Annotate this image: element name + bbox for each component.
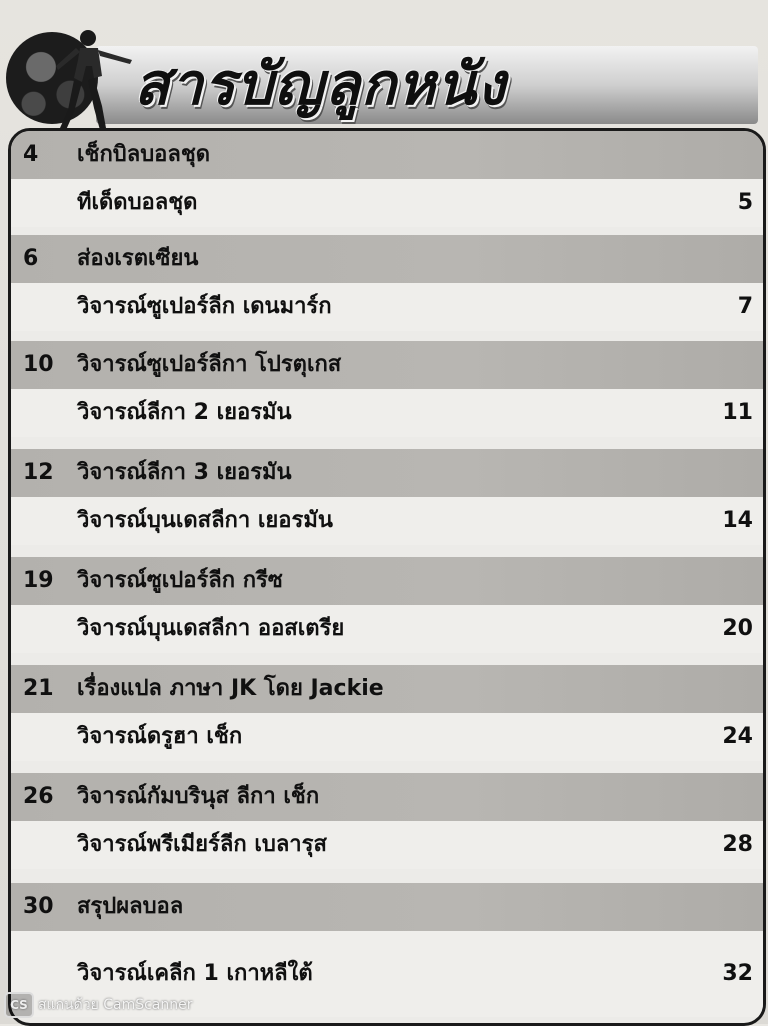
page-number-left: 4	[23, 142, 39, 167]
toc-row[interactable]	[11, 283, 763, 331]
toc-title: วิจารณ์เคลีก 1 เกาหลีใต้	[77, 961, 313, 986]
table-of-contents	[8, 128, 766, 1026]
header-banner	[0, 18, 768, 128]
page-number-right: 7	[737, 294, 753, 319]
page-number-right: 28	[722, 832, 753, 857]
toc-title: ส่องเรตเซียน	[77, 246, 199, 271]
watermark-text: สแกนด้วย CamScanner	[38, 997, 193, 1013]
toc-title: เช็กบิลบอลชุด	[77, 142, 211, 167]
page-number-left: 12	[23, 460, 54, 485]
toc-row[interactable]	[11, 605, 763, 653]
toc-row[interactable]	[11, 497, 763, 545]
toc-row[interactable]	[11, 773, 763, 821]
camscanner-logo-icon: CS	[4, 992, 34, 1018]
toc-row[interactable]	[11, 557, 763, 605]
toc-title: วิจารณ์ซูเปอร์ลีกา โปรตุเกส	[77, 352, 342, 377]
toc-title: วิจารณ์ดรูฮา เช็ก	[77, 724, 243, 749]
toc-title: วิจารณ์ลีกา 2 เยอรมัน	[77, 400, 292, 425]
page-number-right: 24	[722, 724, 753, 749]
toc-row[interactable]	[11, 235, 763, 283]
toc-row[interactable]	[11, 389, 763, 437]
toc-row[interactable]	[11, 821, 763, 869]
toc-title: วิจารณ์ลีกา 3 เยอรมัน	[77, 460, 292, 485]
toc-title: วิจารณ์พรีเมียร์ลีก เบลารุส	[77, 832, 327, 857]
page-title: สารบัญลูกหนัง	[134, 50, 507, 118]
toc-row[interactable]	[11, 131, 763, 179]
toc-title: วิจารณ์บุนเดสลีกา เยอรมัน	[77, 508, 333, 533]
page-number-right: 20	[722, 616, 753, 641]
page-number-left: 30	[23, 894, 54, 919]
toc-row[interactable]	[11, 179, 763, 227]
toc-row[interactable]	[11, 341, 763, 389]
toc-title: ทีเด็ดบอลชุด	[77, 190, 198, 215]
camscanner-watermark	[4, 990, 193, 1020]
page-number-right: 11	[722, 400, 753, 425]
page-number-left: 6	[23, 246, 39, 271]
page-number-left: 26	[23, 784, 54, 809]
toc-row[interactable]	[11, 713, 763, 761]
page-number-right: 32	[722, 961, 753, 986]
toc-title: วิจารณ์ซูเปอร์ลีก เดนมาร์ก	[77, 294, 332, 319]
toc-row[interactable]	[11, 665, 763, 713]
toc-row[interactable]	[11, 449, 763, 497]
page-number-left: 10	[23, 352, 54, 377]
page-number-right: 5	[737, 190, 753, 215]
toc-row[interactable]	[11, 883, 763, 931]
toc-title: วิจารณ์กัมบรินุส ลีกา เช็ก	[77, 784, 320, 809]
footballer-silhouette-icon	[46, 26, 136, 134]
page-number-left: 21	[23, 676, 54, 701]
toc-title: วิจารณ์บุนเดสลีกา ออสเตรีย	[77, 616, 345, 641]
toc-title: เรื่องแปล ภาษา JK โดย Jackie	[77, 676, 384, 701]
page-number-left: 19	[23, 568, 54, 593]
toc-title: สรุปผลบอล	[77, 894, 184, 919]
toc-title: วิจารณ์ซูเปอร์ลีก กรีซ	[77, 568, 283, 593]
page-number-right: 14	[722, 508, 753, 533]
